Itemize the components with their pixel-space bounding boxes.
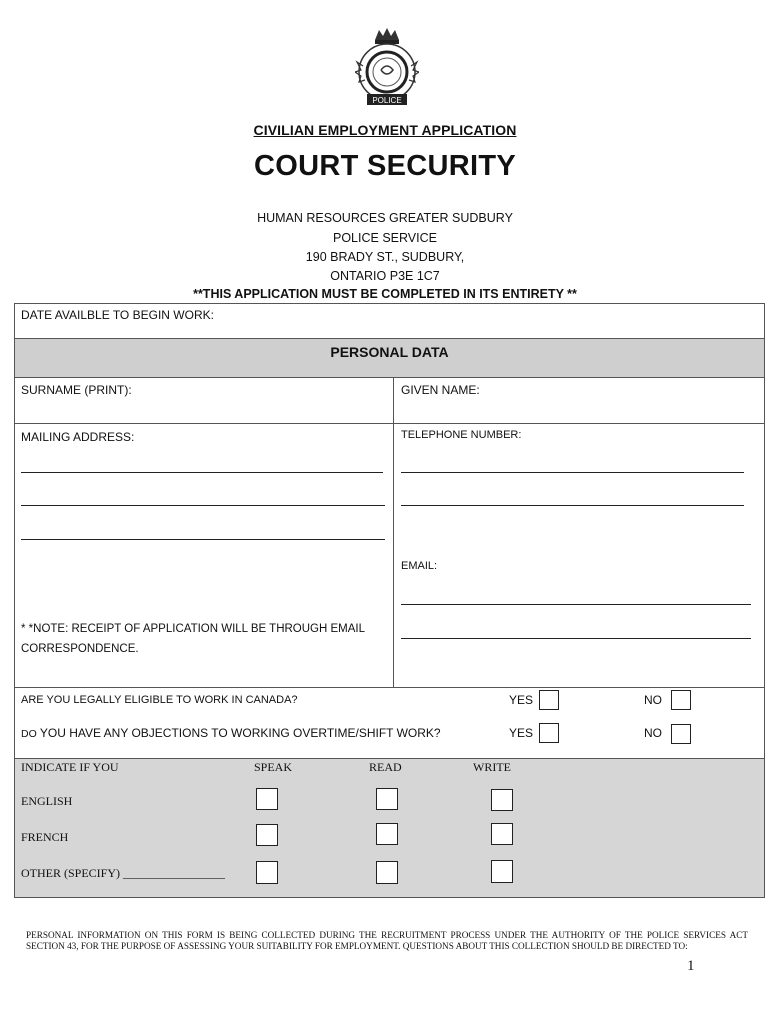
address-line-blank-1[interactable] (21, 472, 383, 473)
speak-column-header: SPEAK (254, 760, 293, 774)
personal-data-heading: PERSONAL DATA (330, 344, 449, 360)
overtime-yes-label: YES (509, 726, 534, 740)
contact-field[interactable] (393, 423, 765, 688)
address-line-1: HUMAN RESOURCES GREATER SUDBURY (257, 211, 513, 225)
surname-field[interactable] (14, 377, 394, 424)
other-write-checkbox[interactable] (491, 860, 513, 883)
write-column-header: WRITE (473, 760, 511, 774)
surname-label: SURNAME (PRINT): (21, 383, 132, 397)
french-row-label: FRENCH (21, 830, 69, 844)
overtime-question (21, 726, 441, 740)
mailing-address-field[interactable] (14, 423, 394, 688)
email-line-2[interactable] (401, 638, 751, 639)
crown-icon (375, 28, 399, 44)
english-row-label: ENGLISH (21, 794, 73, 808)
badge-banner: POLICE (372, 96, 402, 105)
english-read-checkbox[interactable] (376, 788, 398, 810)
other-speak-checkbox[interactable] (256, 861, 278, 884)
overtime-question-text: YOU HAVE ANY OBJECTIONS TO WORKING OVERTIME/SHIFT WORK? (36, 726, 441, 740)
date-available-label: DATE AVAILBLE TO BEGIN WORK: (21, 308, 214, 322)
language-section (14, 758, 765, 898)
page-number: 1 (687, 958, 695, 974)
telephone-line-2[interactable] (401, 505, 744, 506)
position-title: COURT SECURITY (254, 150, 516, 182)
completion-notice: **THIS APPLICATION MUST BE COMPLETED IN ITS ENTIRETY ** (193, 287, 577, 301)
telephone-line-1[interactable] (401, 472, 744, 473)
overtime-yes-checkbox[interactable] (539, 723, 559, 743)
overtime-no-checkbox[interactable] (671, 724, 691, 744)
application-title: CIVILIAN EMPLOYMENT APPLICATION (253, 122, 517, 138)
eligibility-section (14, 687, 765, 759)
other-row-label[interactable]: OTHER (SPECIFY) _________________ (21, 866, 226, 880)
eligible-no-label: NO (644, 693, 662, 707)
privacy-statement: PERSONAL INFORMATION ON THIS FORM IS BEING COLLECTED DURING THE RECRUITMENT PROCESS UNDER THE AUTHORITY OF THE POLICE SERVICES ACT SECTION 43, FOR THE PURPOSE OF ASSESSING YOUR SUITABILITY FOR EMPLOYMENT. QUESTIONS ABOUT THIS COLLECTION SHOULD BE DIRECTED TO: (26, 930, 748, 951)
french-write-checkbox[interactable] (491, 823, 513, 845)
english-write-checkbox[interactable] (491, 789, 513, 811)
address-line-3: 190 BRADY ST., SUDBURY, (305, 250, 465, 264)
french-read-checkbox[interactable] (376, 823, 398, 845)
given-name-field[interactable] (393, 377, 765, 424)
overtime-question-prefix: DO (21, 728, 37, 740)
address-line-4: ONTARIO P3E 1C7 (330, 269, 440, 283)
email-label: EMAIL: (401, 560, 438, 572)
eligible-no-checkbox[interactable] (671, 690, 691, 710)
other-read-checkbox[interactable] (376, 861, 398, 884)
email-line-1[interactable] (401, 604, 751, 605)
english-speak-checkbox[interactable] (256, 788, 278, 810)
personal-data-heading-row (14, 338, 765, 378)
address-line-2: POLICE SERVICE (333, 231, 437, 245)
given-name-label: GIVEN NAME: (401, 383, 480, 397)
email-note-line-2: CORRESPONDENCE. (21, 643, 139, 655)
eligible-question: ARE YOU LEGALLY ELIGIBLE TO WORK IN CANADA? (21, 694, 298, 706)
telephone-label: TELEPHONE NUMBER: (401, 429, 522, 441)
overtime-no-label: NO (644, 726, 662, 740)
language-header-label: INDICATE IF YOU (21, 760, 119, 774)
mailing-address-label: MAILING ADDRESS: (21, 430, 135, 444)
address-line-blank-2[interactable] (21, 505, 385, 506)
police-badge-logo (355, 26, 419, 110)
eligible-yes-checkbox[interactable] (539, 690, 559, 710)
french-speak-checkbox[interactable] (256, 824, 278, 846)
address-line-blank-3[interactable] (21, 539, 385, 540)
eligible-yes-label: YES (509, 693, 534, 707)
email-note-line-1: * *NOTE: RECEIPT OF APPLICATION WILL BE THROUGH EMAIL (21, 623, 366, 635)
date-available-field[interactable] (14, 303, 765, 339)
read-column-header: READ (369, 760, 402, 774)
